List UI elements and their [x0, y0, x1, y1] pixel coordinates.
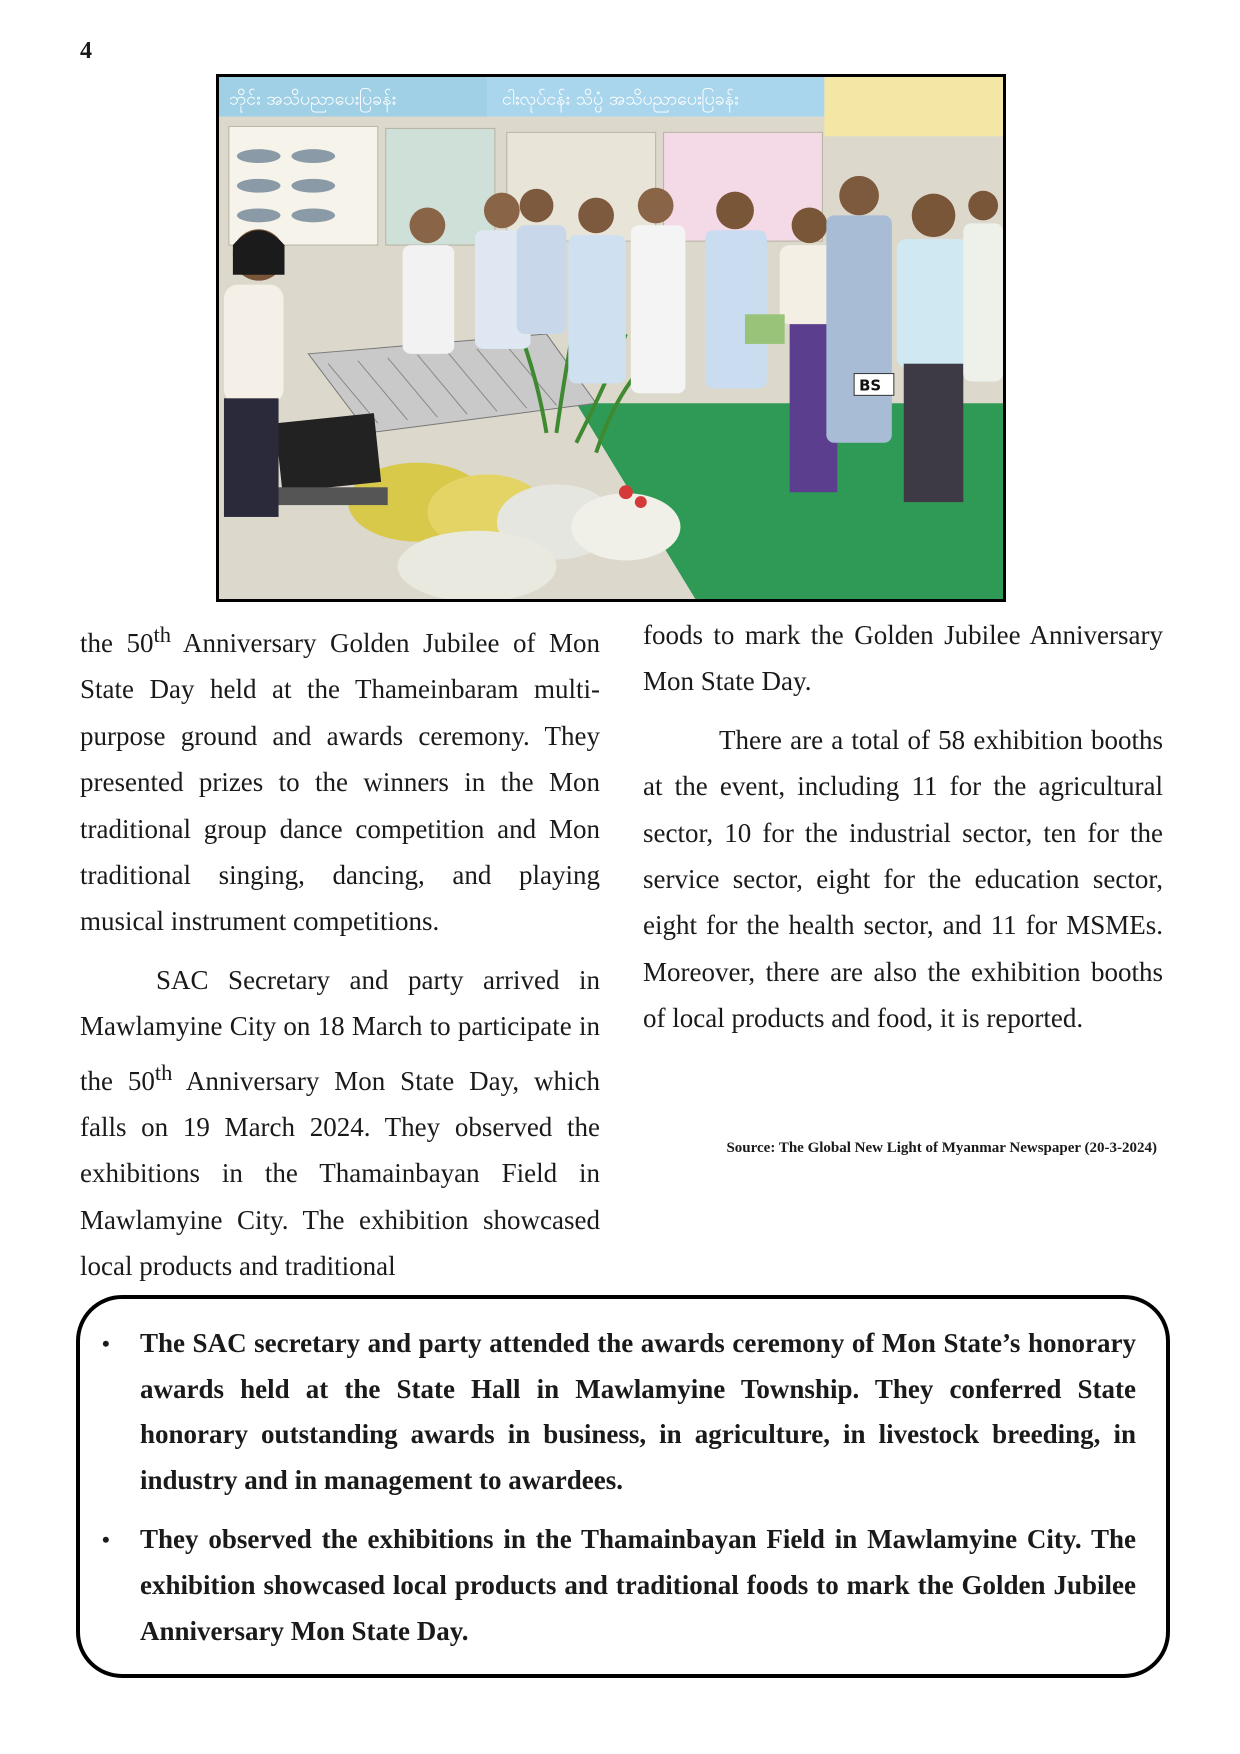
- bullet-icon: •: [102, 1527, 110, 1553]
- bullet-icon: •: [102, 1331, 110, 1356]
- booth-tag: BS: [859, 376, 882, 395]
- banner-left-text: ဘိုင်း အသိပညာပေးပြခန်း: [228, 88, 397, 110]
- right-paragraph-1: foods to mark the Golden Jubilee Anniversary Mon State Day.: [643, 620, 1163, 697]
- page-number: 4: [80, 38, 92, 64]
- summary-item: • They observed the exhibitions in the Thamainbayan Field in Mawlamyine City. The exhibition showcased local products and traditional foods to mark the Golden Jubilee Anniversary Mon State Day.: [140, 1517, 1136, 1654]
- left-paragraph-1: the 50th Anniversary Golden Jubilee of Mon State Day held at the Thameinbaram multi-purpose ground and awards ceremony. They presented prizes to the winners in the Mon traditional group dance competition and Mon traditional singing, dancing, and playing musical instrument competitions.: [80, 622, 600, 937]
- right-column: [643, 612, 1163, 1042]
- exhibition-photo-illustration: [219, 77, 1003, 599]
- summary-box: [76, 1295, 1170, 1678]
- source-citation: Source: The Global New Light of Myanmar Newspaper (20-3-2024): [726, 1140, 1157, 1156]
- banner-right-text: ငါးလုပ်ငန်း သိပ္ပံ အသိပညာပေးပြခန်း: [501, 88, 739, 110]
- exhibition-photo: [216, 74, 1006, 602]
- left-column: [80, 612, 600, 1290]
- summary-item: • The SAC secretary and party attended the awards ceremony of Mon State’s honorary awards held at the State Hall in Mawlamyine Township. They conferred State honorary outstanding awards in business, in agriculture, in livestock breeding, in industry and in management to awardees.: [140, 1321, 1136, 1503]
- summary-list: [80, 1299, 1166, 1654]
- right-paragraph-2: There are a total of 58 exhibition booths at the event, including 11 for the agricultural sector, 10 for the industrial sector, ten for the service sector, eight for the education sector, eight for the health sector, and 11 for MSMEs. Moreover, there are also the exhibition booths of local products and food, it is reported.: [643, 724, 1163, 1034]
- left-paragraph-2: SAC Secretary and party arrived in Mawlamyine City on 18 March to participate in the 50th Anniversary Mon State Day, which falls on 19 March 2024. They observed the exhibitions in the Thamainbayan Field in Mawlamyine City. The exhibition showcased local products and traditional: [80, 964, 600, 1282]
